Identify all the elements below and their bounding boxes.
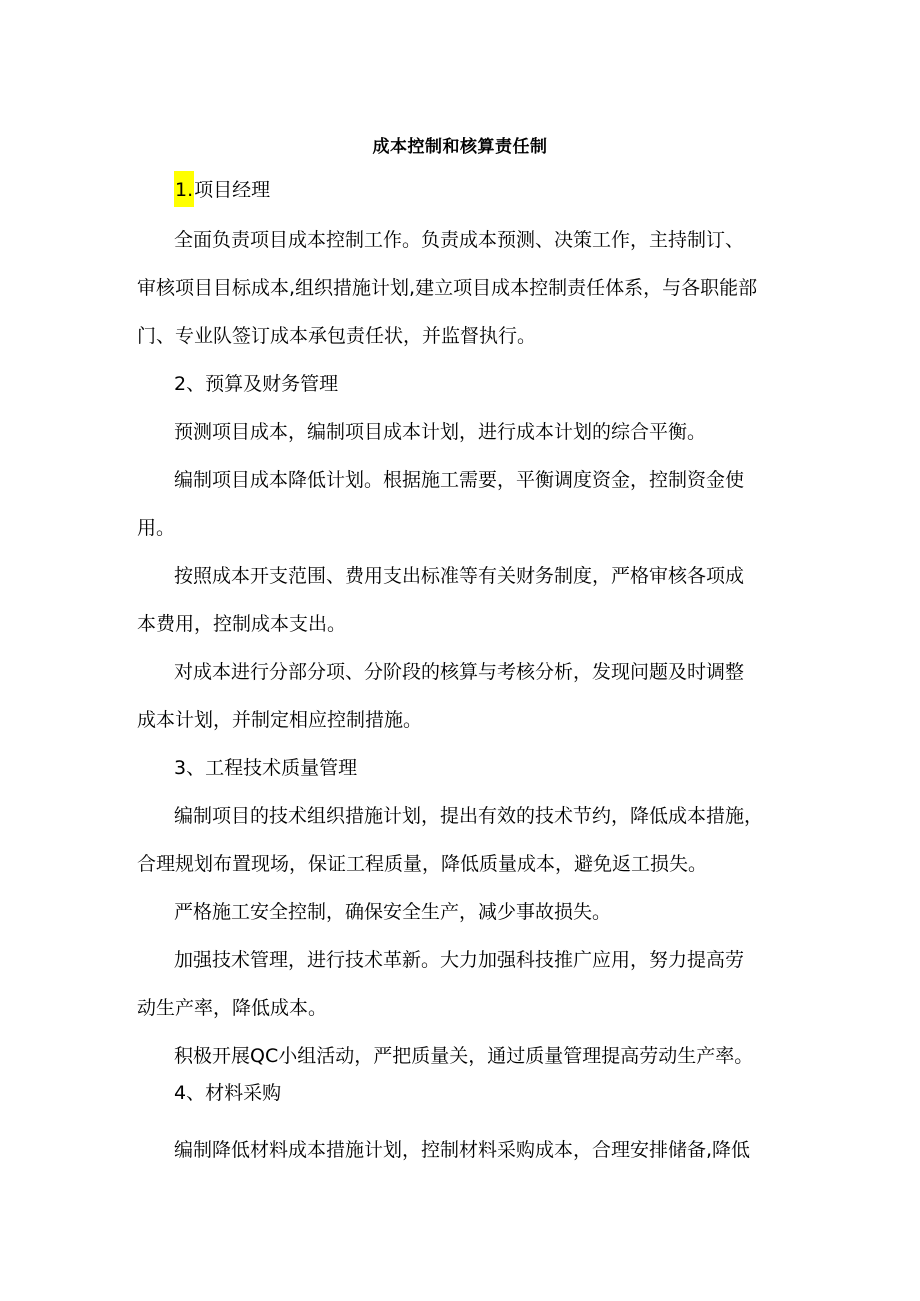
paragraph-line: 用。 xyxy=(137,517,176,539)
paragraph-line: 全面负责项目成本控制工作。负责成本预测、决策工作，主持制订、 xyxy=(174,229,745,251)
paragraph-line: 动生产率，降低成本。 xyxy=(137,997,328,1019)
paragraph-line: 本费用，控制成本支出。 xyxy=(137,613,347,635)
section-heading-1 xyxy=(174,178,270,202)
paragraph-line: 编制项目的技术组织措施计划，提出有效的技术节约，降低成本措施， xyxy=(174,805,764,827)
paragraph-line: 编制降低材料成本措施计划，控制材料采购成本，合理安排储备,降低 xyxy=(174,1139,751,1161)
paragraph-line: 按照成本开支范围、费用支出标准等有关财务制度，严格审核各项成 xyxy=(174,565,745,587)
section-heading-3: 3、工程技术质量管理 xyxy=(174,757,358,779)
paragraph-line: 合理规划布置现场，保证工程质量，降低质量成本，避免返工损失。 xyxy=(137,853,708,875)
highlighted-number: 1. xyxy=(174,171,194,207)
paragraph-line: 对成本进行分部分项、分阶段的核算与考核分析，发现问题及时调整 xyxy=(174,661,745,683)
paragraph-line: 积极开展QC小组活动，严把质量关，通过质量管理提高劳动生产率。 xyxy=(174,1045,754,1067)
paragraph-line: 成本计划，并制定相应控制措施。 xyxy=(137,709,423,731)
paragraph-line: 审核项目目标成本,组织措施计划,建立项目成本控制责任体系，与各职能部 xyxy=(137,277,758,299)
document-title: 成本控制和核算责任制 xyxy=(372,137,548,157)
section-heading-4: 4、材料采购 xyxy=(174,1082,282,1104)
paragraph-line: 严格施工安全控制，确保安全生产，减少事故损失。 xyxy=(174,901,612,923)
paragraph-line: 编制项目成本降低计划。根据施工需要，平衡调度资金，控制资金使 xyxy=(174,469,745,491)
paragraph-line: 加强技术管理，进行技术革新。大力加强科技推广应用，努力提高劳 xyxy=(174,949,745,971)
section-heading-text: 项目经理 xyxy=(194,179,271,201)
paragraph-line: 门、专业队签订成本承包责任状，并监督执行。 xyxy=(137,325,537,347)
section-heading-2: 2、预算及财务管理 xyxy=(174,373,339,395)
paragraph-line: 预测项目成本，编制项目成本计划，进行成本计划的综合平衡。 xyxy=(174,421,707,443)
